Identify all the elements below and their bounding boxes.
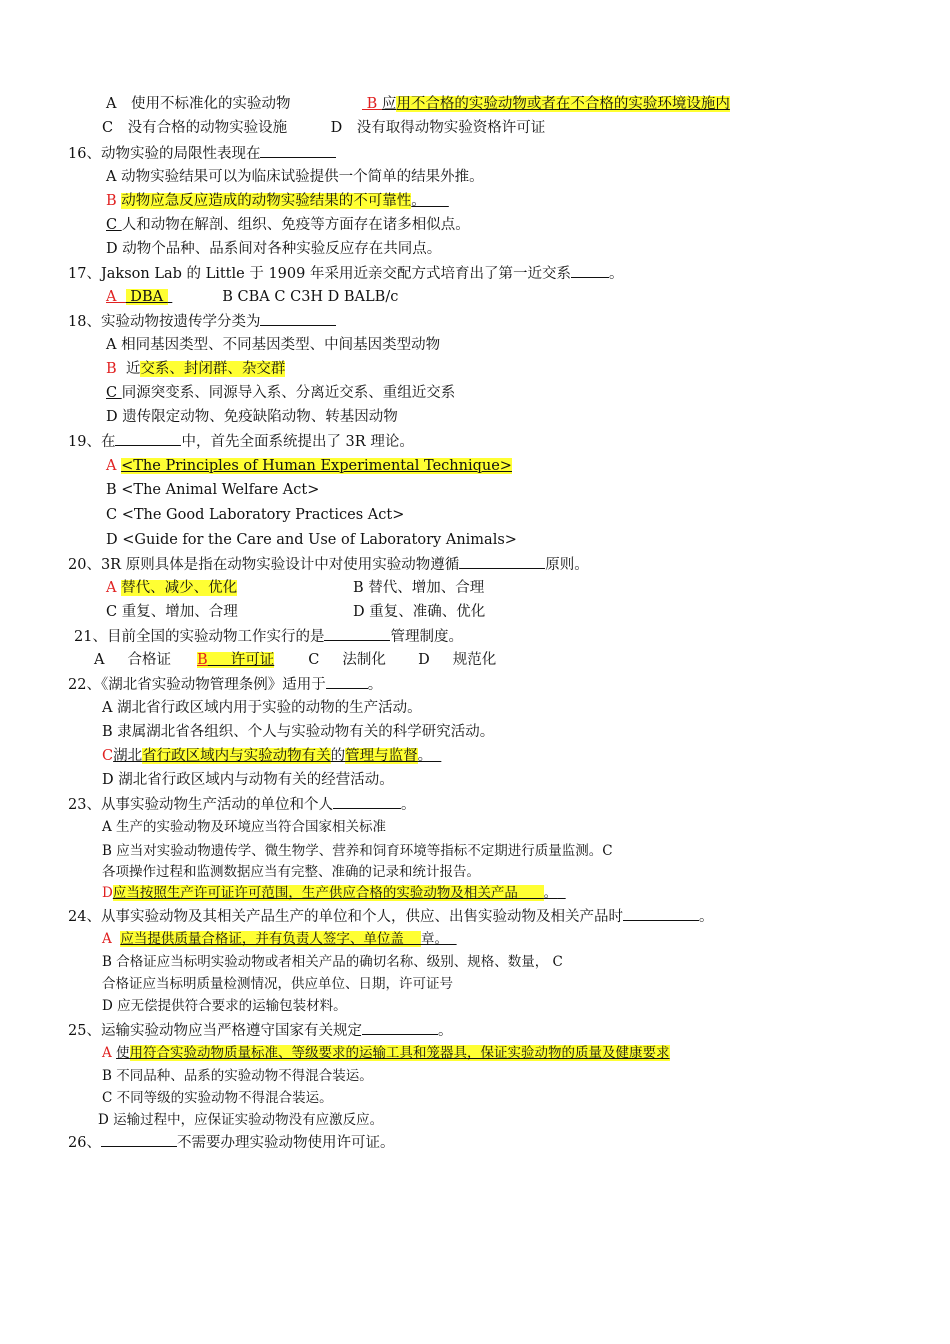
q20-option-d: D 重复、准确、优化 <box>353 604 486 620</box>
q16-option-b: B 动物应急反应造成的动物实验结果的不可靠性。 <box>106 193 449 209</box>
q24-option-b: B 合格证应当标明实验动物或者相关产品的确切名称、级别、规格、数量， C <box>102 954 563 970</box>
q23-option-a: A 生产的实验动物及环境应当符合国家相关标准 <box>102 819 387 835</box>
q18-option-b: B 近交系、封闭群、杂交群 <box>106 361 286 377</box>
q25-option-a: A 使用符合实验动物质量标准、等级要求的运输工具和笼器具，保证实验动物的质量及健康要求 <box>102 1045 670 1061</box>
q15-options-cd: C 没有合格的动物实验设施 D 没有取得动物实验资格许可证 <box>102 120 546 136</box>
q20-option-a: A 替代、减少、优化 <box>106 580 238 596</box>
q18-option-d: D 遗传限定动物、免疫缺陷动物、转基因动物 <box>106 409 398 425</box>
q17-options: A DBA B CBA C C3H D BALB/c <box>106 289 399 305</box>
q25-option-b: B 不同品种、品系的实验动物不得混合装运。 <box>102 1068 373 1084</box>
q24-option-d: D 应无偿提供符合要求的运输包装材料。 <box>102 998 347 1014</box>
answer-blank <box>326 674 368 689</box>
answer-blank <box>324 626 390 641</box>
answer-blank <box>101 1132 177 1147</box>
q16-option-c: C 人和动物在解剖、组织、免疫等方面存在诸多相似点。 <box>106 217 470 233</box>
q15-option-a-text: A 使用不标准化的实验动物 <box>106 96 291 112</box>
q25-option-d: D 运输过程中，应保证实验动物没有应激反应。 <box>98 1112 384 1128</box>
q24-stem: 24、从事实验动物及其相关产品生产的单位和个人，供应、出售实验动物及相关产品时 。 <box>68 906 713 926</box>
q24-option-a: A 应当提供质量合格证，并有负责人签字、单位盖 章。 <box>102 931 449 947</box>
q25-option-c: C 不同等级的实验动物不得混合装运。 <box>102 1090 333 1106</box>
q22-option-a: A 湖北省行政区域内用于实验的动物的生产活动。 <box>102 700 422 716</box>
q18-stem: 18、实验动物按遗传学分类为 <box>68 311 336 331</box>
q17-stem: 17、Jakson Lab 的 Little 于 1909 年采用近亲交配方式培育出了第一近交系 。 <box>68 263 623 283</box>
answer-blank <box>459 554 545 569</box>
q19-option-b: B <The Animal Welfare Act> <box>106 482 320 498</box>
q22-option-b: B 隶属湖北省各组织、个人与实验动物有关的科学研究活动。 <box>102 724 495 740</box>
q19-option-a: A <The Principles of Human Experimental Technique> <box>106 458 512 474</box>
answer-blank <box>571 263 609 278</box>
q24-option-c: 合格证应当标明质量检测情况，供应单位、日期，许可证号 <box>102 976 453 992</box>
q15-option-b: B 应用不合格的实验动物或者在不合格的实验环境设施内 <box>362 96 730 112</box>
q20-option-c: C 重复、增加、合理 <box>106 604 238 620</box>
q25-stem: 25、运输实验动物应当严格遵守国家有关规定 。 <box>68 1020 452 1040</box>
q21-options: A 合格证 B 许可证 C 法制化 D 规范化 <box>94 652 497 668</box>
q19-option-c: C <The Good Laboratory Practices Act> <box>106 507 405 523</box>
q22-stem: 22、《湖北省实验动物管理条例》适用于 。 <box>68 674 382 694</box>
q16-option-a: A 动物实验结果可以为临床试验提供一个简单的结果外推。 <box>106 169 484 185</box>
q16-stem: 16、动物实验的局限性表现在 <box>68 143 336 163</box>
answer-blank <box>623 906 699 921</box>
answer-blank <box>115 431 181 446</box>
q20-stem: 20、3R 原则具体是指在动物实验设计中对使用实验动物遵循 原则。 <box>68 554 589 574</box>
q22-option-c: C湖北省行政区域内与实验动物有关的管理与监督。 <box>102 748 442 764</box>
q18-option-a: A 相同基因类型、不同基因类型、中间基因类型动物 <box>106 337 441 353</box>
q19-stem: 19、在 中，首先全面系统提出了 3R 理论。 <box>68 431 414 451</box>
answer-blank <box>260 311 336 326</box>
q15-option-a <box>106 94 290 114</box>
q15-option-b-answer-visible: 用不合格的实验动物或者在不合格的实验环境设施内 <box>396 96 730 112</box>
q23-option-b: B 应当对实验动物遗传学、微生物学、营养和饲育环境等指标不定期进行质量监测。C <box>102 843 613 859</box>
q18-option-c: C 同源突变系、同源导入系、分离近交系、重组近交系 <box>106 385 456 401</box>
q16-option-d: D 动物个品种、品系间对各种实验反应存在共同点。 <box>106 241 442 257</box>
q20-option-b: B 替代、增加、合理 <box>353 580 485 596</box>
q19-option-d: D <Guide for the Care and Use of Laboratory Animals> <box>106 532 517 548</box>
answer-blank <box>260 143 336 158</box>
q23-option-d: D应当按照生产许可证许可范围，生产供应合格的实验动物及相关产品 。 <box>102 885 558 901</box>
q26-stem: 26、 不需要办理实验动物使用许可证。 <box>68 1132 394 1152</box>
q22-option-d: D 湖北省行政区域内与动物有关的经营活动。 <box>102 772 394 788</box>
q23-stem: 23、从事实验动物生产活动的单位和个人 。 <box>68 794 415 814</box>
q15-option-b-label: B <box>362 96 382 112</box>
q23-option-c: 各项操作过程和监测数据应当有完整、准确的记录和统计报告。 <box>102 864 480 880</box>
q21-stem: 21、目前全国的实验动物工作实行的是 管理制度。 <box>74 626 463 646</box>
answer-blank <box>333 794 401 809</box>
answer-blank <box>362 1020 438 1035</box>
